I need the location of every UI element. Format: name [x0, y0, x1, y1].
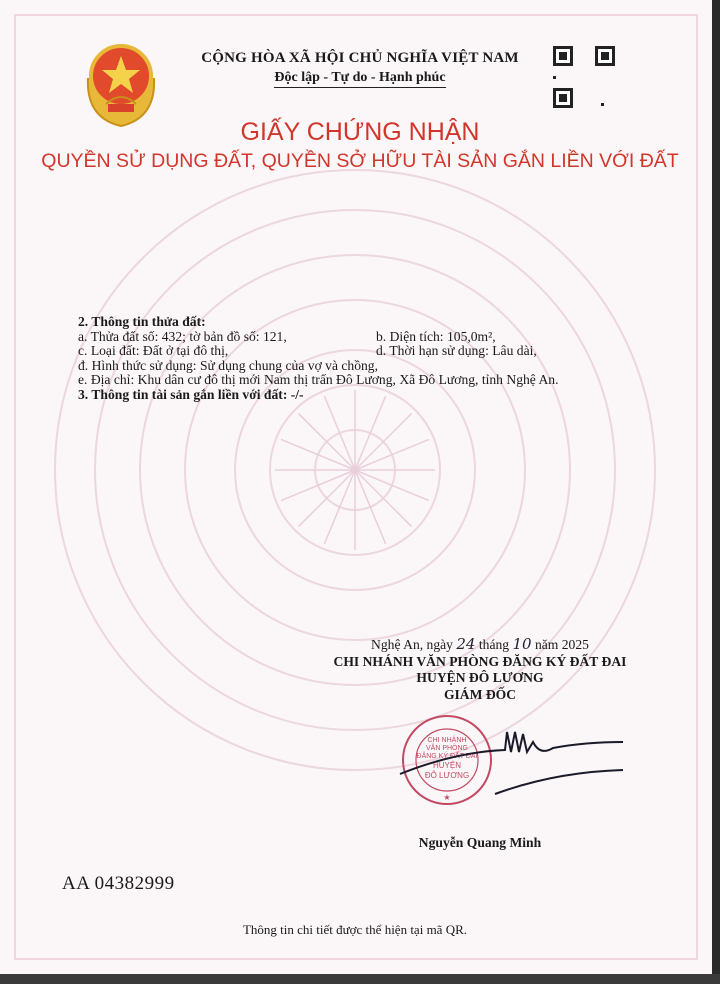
official-stamp-and-signature: [395, 712, 635, 812]
signature-block: [320, 636, 640, 703]
issuing-district: HUYỆN ĐÔ LƯƠNG: [416, 670, 544, 685]
certificate-title: GIẤY CHỨNG NHẬN: [240, 118, 480, 146]
scan-edge-bottom: [0, 974, 720, 984]
land-area: b. Diện tích: 105,0m²,: [376, 328, 496, 344]
date-prefix: Nghệ An, ngày: [371, 637, 457, 652]
issuing-office: CHI NHÁNH VĂN PHÒNG ĐĂNG KÝ ĐẤT ĐAI: [333, 653, 627, 669]
motto-text: Độc lập - Tự do - Hạnh phúc: [274, 70, 445, 88]
national-motto: [260, 70, 460, 86]
svg-text:ĐĂNG KÝ ĐẤT ĐAI: ĐĂNG KÝ ĐẤT ĐAI: [416, 753, 478, 760]
issue-day: 24: [456, 635, 476, 653]
asset-info-heading: 3. Thông tin tài sản gắn liền với đất: -/-: [78, 386, 304, 402]
usage-form: đ. Hình thức sử dụng: Sử dụng chung của vợ và chồng,: [78, 357, 378, 373]
nation-name: CỘNG HÒA XÃ HỘI CHỦ NGHĨA VIỆT NAM: [201, 50, 519, 66]
land-info-heading: 2. Thông tin thửa đất:: [78, 314, 206, 329]
signer-name: Nguyễn Quang Minh: [418, 835, 542, 850]
svg-text:ĐÔ LƯƠNG: ĐÔ LƯƠNG: [424, 771, 470, 780]
parcel-number: a. Thửa đất số: 432; tờ bản đồ số: 121,: [78, 328, 287, 344]
land-address: e. Địa chỉ: Khu dân cư đô thị mới Nam thị trấn Đô Lương, Xã Đô Lương, tỉnh Nghệ An.: [78, 372, 559, 387]
signer-position: GIÁM ĐỐC: [443, 686, 517, 702]
scan-edge-right: [712, 0, 720, 984]
certificate-subtitle: QUYỀN SỬ DỤNG ĐẤT, QUYỀN SỞ HỮU TÀI SẢN GẮN LIỀN VỚI ĐẤT: [41, 150, 679, 172]
usage-term: d. Thời hạn sử dụng: Lâu dài,: [376, 343, 537, 358]
svg-text:★: ★: [443, 793, 451, 802]
serial-number: AA 04382999: [62, 873, 175, 894]
qr-code[interactable]: [552, 45, 616, 109]
issue-date: [320, 636, 640, 654]
land-info-section: [78, 315, 638, 402]
qr-footer-note: Thông tin chi tiết được thể hiện tại mã QR.: [242, 922, 468, 937]
svg-text:VĂN PHÒNG: VĂN PHÒNG: [425, 745, 469, 752]
month-label: tháng: [475, 637, 513, 652]
svg-text:HUYỆN: HUYỆN: [432, 761, 462, 770]
issue-month: 10: [512, 635, 532, 653]
svg-text:CHI NHÁNH: CHI NHÁNH: [427, 737, 467, 744]
land-type: c. Loại đất: Đất ở tại đô thị,: [78, 343, 229, 358]
issue-year: năm 2025: [531, 637, 589, 652]
